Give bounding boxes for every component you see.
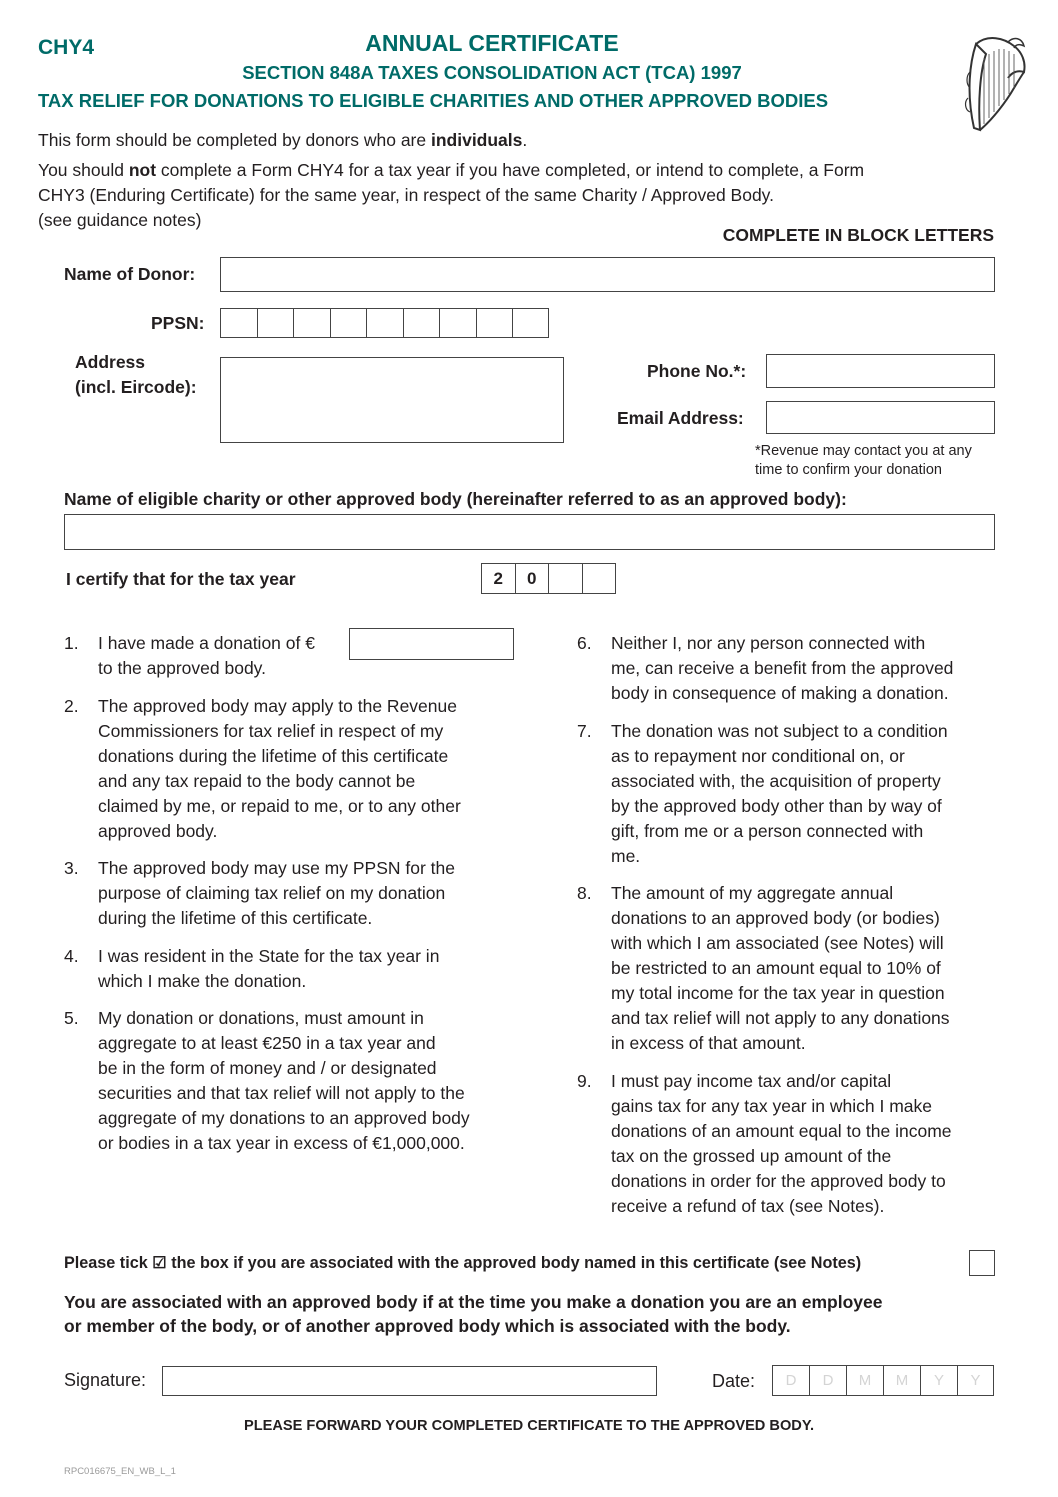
- tax-year-field[interactable]: [481, 563, 616, 594]
- ppsn-cell[interactable]: [513, 309, 548, 337]
- signature-field[interactable]: [162, 1366, 657, 1396]
- revenue-contact-note: [755, 442, 972, 480]
- declaration-line: I was resident in the State for the tax year in: [98, 945, 440, 966]
- declaration-line: be restricted to an amount equal to 10% of: [611, 958, 941, 978]
- revenue-note-line: *Revenue may contact you at any: [755, 443, 972, 459]
- declaration-item: [577, 881, 1007, 1056]
- email-field[interactable]: [766, 401, 995, 434]
- declaration-line: body in consequence of making a donation.: [611, 683, 949, 703]
- date-cell-day[interactable]: D: [810, 1366, 847, 1395]
- association-note: [64, 1290, 883, 1338]
- declaration-item: [64, 856, 534, 931]
- declaration-line: Neither I, nor any person connected with: [611, 633, 926, 653]
- declaration-line: and any tax repaid to the body cannot be: [98, 770, 416, 791]
- intro-line-2: You should not complete a Form CHY4 for a tax year if you have completed, or intend to complete, a Form: [38, 160, 865, 180]
- declaration-line: and tax relief will not apply to any donations: [611, 1008, 950, 1028]
- declaration-line: aggregate of my donations to an approved body: [98, 1108, 470, 1128]
- declaration-line: associated with, the acquisition of property: [611, 770, 941, 791]
- declaration-item: [577, 631, 1007, 706]
- ppsn-cell[interactable]: [477, 309, 514, 337]
- tax-year-cell[interactable]: [549, 564, 583, 593]
- intro-line-4: (see guidance notes): [38, 210, 202, 230]
- declaration-item: [64, 694, 534, 844]
- declarations-left: [64, 631, 534, 1169]
- declaration-number: 5.: [64, 1008, 79, 1028]
- declaration-line: approved body.: [98, 820, 218, 841]
- declaration-line: which I make the donation.: [98, 970, 307, 991]
- declaration-line: me, can receive a benefit from the approved: [611, 658, 954, 678]
- declaration-line: during the lifetime of this certificate.: [98, 908, 373, 928]
- page-title: ANNUAL CERTIFICATE: [365, 30, 619, 56]
- tax-year-cell[interactable]: [583, 564, 616, 593]
- declaration-item: [577, 1069, 1007, 1219]
- association-checkbox[interactable]: [969, 1250, 995, 1276]
- declaration-line: or bodies in a tax year in excess of €1,000,000.: [98, 1133, 465, 1153]
- declaration-line: gains tax for any tax year in which I make: [611, 1095, 932, 1116]
- ppsn-cell[interactable]: [440, 309, 477, 337]
- donor-name-label: Name of Donor:: [64, 264, 196, 284]
- date-cell-day[interactable]: D: [773, 1366, 810, 1395]
- declaration-item: [64, 1006, 534, 1156]
- declaration-number: 8.: [577, 883, 592, 903]
- phone-field[interactable]: [766, 354, 995, 388]
- declaration-line: aggregate to at least €250 in a tax year and: [98, 1033, 436, 1053]
- email-label: Email Address:: [617, 408, 744, 428]
- declaration-number: 9.: [577, 1070, 592, 1091]
- ppsn-cell[interactable]: [221, 309, 258, 337]
- page-subheading: TAX RELIEF FOR DONATIONS TO ELIGIBLE CHARITIES AND OTHER APPROVED BODIES: [38, 90, 829, 111]
- declaration-number: 7.: [577, 720, 592, 741]
- association-note-line: or member of the body, or of another approved body which is associated with the body.: [64, 1316, 791, 1336]
- address-field[interactable]: [220, 357, 564, 443]
- date-cell-month[interactable]: M: [847, 1366, 884, 1395]
- declaration-line: I must pay income tax and/or capital: [611, 1070, 892, 1091]
- address-label-line-2: (incl. Eircode):: [75, 377, 197, 397]
- declaration-line: donations of an amount equal to the income: [611, 1120, 952, 1141]
- declaration-line: my total income for the tax year in question: [611, 983, 945, 1003]
- declaration-line: The approved body may use my PPSN for the: [98, 858, 455, 878]
- declaration-line: Commissioners for tax relief in respect of my: [98, 720, 444, 741]
- declaration-line: The amount of my aggregate annual: [611, 883, 894, 903]
- tax-year-cell: 0: [516, 564, 550, 593]
- declaration-line: by the approved body other than by way of: [611, 795, 942, 816]
- declaration-line: as to repayment nor conditional on, or: [611, 745, 905, 766]
- declaration-number: 1.: [64, 633, 79, 653]
- declaration-line: The donation was not subject to a condition: [611, 720, 948, 741]
- declaration-line: My donation or donations, must amount in: [98, 1008, 424, 1028]
- declaration-number: 4.: [64, 945, 79, 966]
- ppsn-cell[interactable]: [331, 309, 368, 337]
- ppsn-cell[interactable]: [404, 309, 441, 337]
- date-cell-month[interactable]: M: [884, 1366, 921, 1395]
- declaration-line: receive a refund of tax (see Notes).: [611, 1195, 885, 1216]
- ppsn-label: PPSN:: [151, 313, 205, 333]
- declaration-line: purpose of claiming tax relief on my donation: [98, 883, 446, 903]
- declaration-line: tax on the grossed up amount of the: [611, 1145, 892, 1166]
- declaration-line: securities and that tax relief will not apply to the: [98, 1083, 465, 1103]
- charity-label: Name of eligible charity or other approved body (hereinafter referred to as an approved body):: [64, 489, 847, 509]
- declaration-line: be in the form of money and / or designated: [98, 1058, 437, 1078]
- association-note-line: You are associated with an approved body if at the time you make a donation you are an employee: [64, 1292, 883, 1312]
- declaration-line: donations in order for the approved body to: [611, 1170, 946, 1191]
- declaration-line: donations during the lifetime of this certificate: [98, 745, 449, 766]
- date-cell-year[interactable]: Y: [921, 1366, 958, 1395]
- charity-name-field[interactable]: [64, 514, 995, 550]
- ppsn-cell[interactable]: [294, 309, 331, 337]
- declaration-number: 6.: [577, 633, 592, 653]
- intro-line-1: This form should be completed by donors who are individuals.: [38, 130, 528, 150]
- declaration-line: I have made a donation of €: [98, 633, 315, 653]
- declaration-line: in excess of that amount.: [611, 1033, 806, 1053]
- donor-name-field[interactable]: [220, 257, 995, 292]
- form-reference: RPC016675_EN_WB_L_1: [64, 1466, 176, 1477]
- block-letters-instruction: COMPLETE IN BLOCK LETTERS: [722, 225, 994, 245]
- page-subtitle: SECTION 848A TAXES CONSOLIDATION ACT (TCA) 1997: [242, 62, 742, 83]
- declaration-number: 2.: [64, 695, 79, 716]
- forward-instruction: PLEASE FORWARD YOUR COMPLETED CERTIFICATE TO THE APPROVED BODY.: [243, 1418, 815, 1434]
- declaration-line: claimed by me, or repaid to me, or to any other: [98, 795, 461, 816]
- declaration-line: donations to an approved body (or bodies): [611, 908, 940, 928]
- address-label-line-1: Address: [75, 352, 146, 372]
- declaration-line: The approved body may apply to the Revenue: [98, 695, 457, 716]
- date-field[interactable]: [772, 1365, 994, 1396]
- ppsn-cell[interactable]: [258, 309, 295, 337]
- signature-label: Signature:: [64, 1370, 147, 1390]
- declaration-item: [64, 631, 534, 681]
- declarations-right: [577, 631, 1007, 1231]
- phone-label: Phone No.*:: [647, 361, 747, 381]
- ppsn-field[interactable]: [220, 308, 549, 338]
- tax-year-label: I certify that for the tax year: [66, 569, 296, 589]
- association-tick-label: Please tick ☑ the box if you are associated with the approved body named in this certificate (see Notes): [64, 1254, 862, 1272]
- ppsn-cell[interactable]: [367, 309, 404, 337]
- declaration-line: to the approved body.: [98, 658, 266, 678]
- intro-line-3: CHY3 (Enduring Certificate) for the same year, in respect of the same Charity / Approved Body.: [38, 185, 774, 205]
- declaration-line: gift, from me or a person connected with: [611, 820, 924, 841]
- harp-emblem-icon: [962, 32, 1030, 136]
- declaration-item: [64, 944, 534, 994]
- declaration-number: 3.: [64, 858, 79, 878]
- tax-year-cell: 2: [482, 564, 516, 593]
- declaration-item: [577, 719, 1007, 869]
- declaration-line: with which I am associated (see Notes) will: [611, 933, 944, 953]
- date-label: Date:: [712, 1371, 756, 1391]
- form-code: CHY4: [38, 36, 95, 59]
- declaration-line: me.: [611, 845, 641, 866]
- date-cell-year[interactable]: Y: [970, 1372, 981, 1389]
- revenue-note-line: time to confirm your donation: [755, 462, 942, 478]
